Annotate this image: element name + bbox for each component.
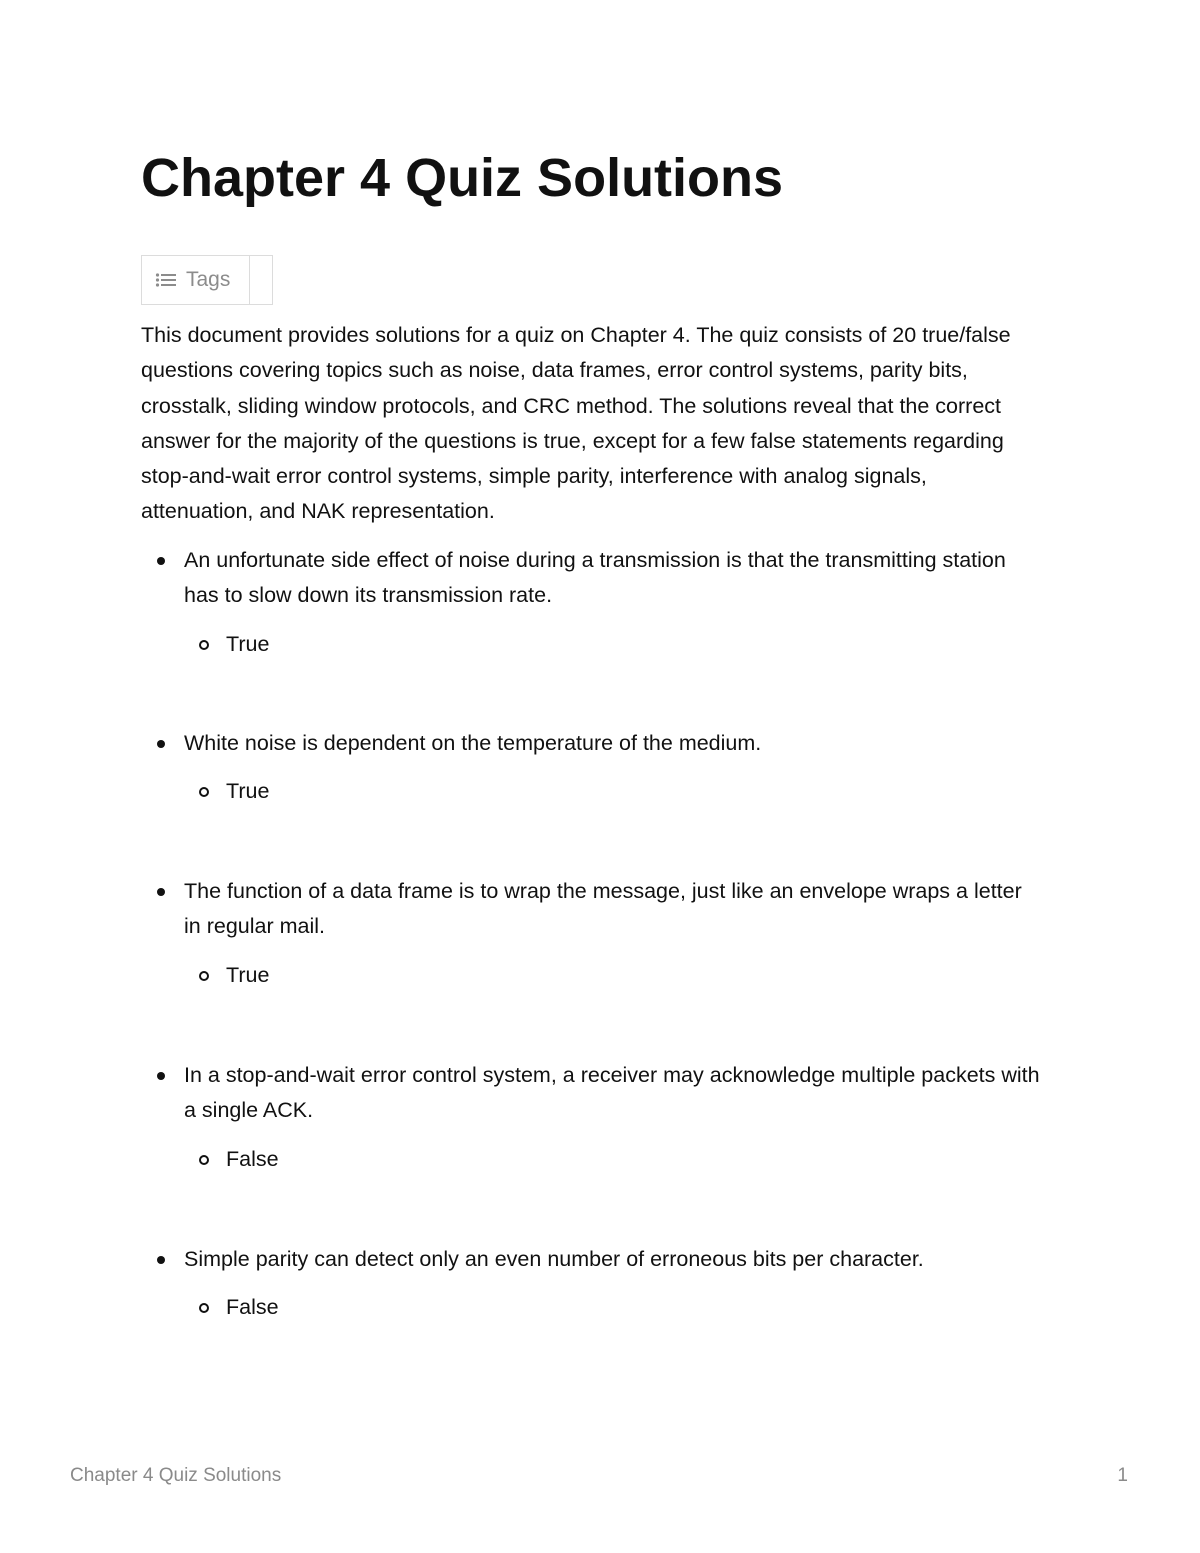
- list-item-question-4: [141, 1058, 1041, 1177]
- answer-text: False: [226, 1295, 279, 1320]
- answer-row: [141, 627, 1041, 662]
- footer-page-number: 1: [1117, 1465, 1128, 1486]
- question-text: White noise is dependent on the temperature of the medium.: [184, 731, 762, 755]
- question-row: [141, 1242, 1041, 1277]
- list-item-question-2: [141, 726, 1041, 810]
- answer-text: True: [226, 779, 270, 804]
- hollow-bullet-icon: [199, 971, 209, 981]
- answer-row: [141, 958, 1041, 993]
- hollow-bullet-icon: [199, 787, 209, 797]
- tags-property-label-cell[interactable]: [142, 256, 250, 304]
- tags-property[interactable]: [141, 255, 273, 305]
- question-text: The function of a data frame is to wrap the message, just like an envelope wraps a letter in regular mail.: [184, 879, 1022, 939]
- answer-text: False: [226, 1146, 279, 1171]
- answer-row: [141, 774, 1041, 809]
- question-text: In a stop-and-wait error control system, a receiver may acknowledge multiple packets with a single ACK.: [184, 1063, 1040, 1123]
- answer-text: True: [226, 631, 270, 656]
- hollow-bullet-icon: [199, 1155, 209, 1165]
- list-item-question-1: [141, 543, 1041, 662]
- answer-text: True: [226, 962, 270, 987]
- summary-paragraph: This document provides solutions for a quiz on Chapter 4. The quiz consists of 20 true/false questions covering topics such as noise, data frames, error control systems, parity bits, crosstalk, sliding window protocols, and CRC method. The solutions reveal that the correct answer for the majority of the questions is true, except for a few false statements regarding stop-and-wait error control systems, simple parity, interference with analog signals, attenuation, and NAK representation.: [141, 323, 1011, 524]
- list-icon: [155, 272, 177, 288]
- answer-row: [141, 1142, 1041, 1177]
- question-row: [141, 726, 1041, 761]
- bullet-icon: [157, 888, 165, 896]
- bullet-icon: [157, 1256, 165, 1264]
- list-item-question-3: [141, 874, 1041, 993]
- list-item-question-5: [141, 1242, 1041, 1326]
- question-text: Simple parity can detect only an even number of erroneous bits per character.: [184, 1247, 924, 1271]
- bullet-icon: [157, 1072, 165, 1080]
- footer-title: Chapter 4 Quiz Solutions: [70, 1465, 282, 1486]
- question-row: [141, 543, 1041, 614]
- answer-row: [141, 1290, 1041, 1325]
- question-text: An unfortunate side effect of noise during a transmission is that the transmitting station has to slow down its transmission rate.: [184, 548, 1006, 608]
- tags-label: Tags: [186, 268, 231, 291]
- bullet-icon: [157, 740, 165, 748]
- hollow-bullet-icon: [199, 1303, 209, 1313]
- question-row: [141, 874, 1041, 945]
- hollow-bullet-icon: [199, 640, 209, 650]
- question-row: [141, 1058, 1041, 1129]
- page-title: Chapter 4 Quiz Solutions: [141, 148, 784, 208]
- bullet-icon: [157, 557, 165, 565]
